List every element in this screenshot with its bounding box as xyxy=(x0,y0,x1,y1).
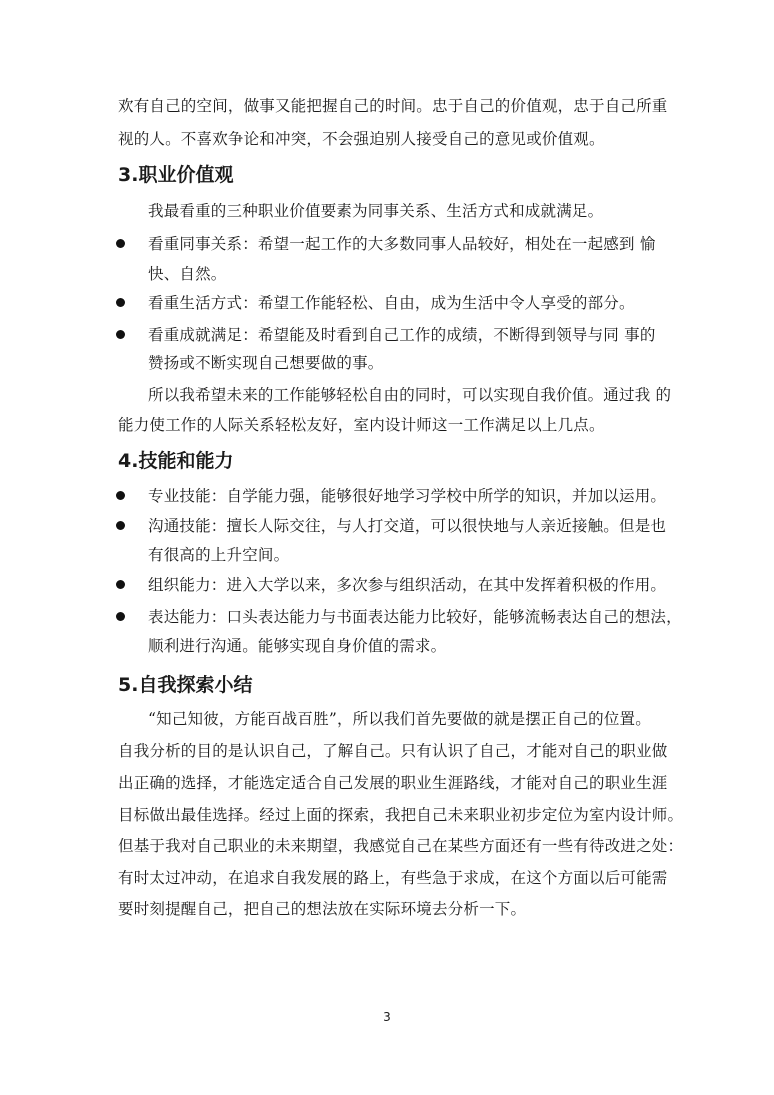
intro-line-1: 欢有自己的空间，做事又能把握自己的时间。忠于自己的价值观，忠于自己所重 xyxy=(118,97,668,115)
bullet-icon xyxy=(116,298,125,307)
section-4-item-2-line-2: 有很高的上升空间。 xyxy=(148,546,290,564)
section-5-heading: 5.自我探索小结 xyxy=(118,674,253,696)
section-5-line-6: 有时太过冲动，在追求自我发展的路上，有些急于求成，在这个方面以后可能需 xyxy=(118,869,668,887)
section-3-lead: 我最看重的三种职业价值要素为同事关系、生活方式和成就满足。 xyxy=(148,202,604,220)
section-3-item-3-line-1: 看重成就满足：希望能及时看到自己工作的成绩，不断得到领导与同 事的 xyxy=(148,326,656,344)
section-3-item-1-line-1: 看重同事关系：希望一起工作的大多数同事人品较好，相处在一起感到 愉 xyxy=(148,235,656,253)
intro-line-2: 视的人。不喜欢争论和冲突，不会强迫别人接受自己的意见或价值观。 xyxy=(118,130,605,148)
section-4-item-4-line-1: 表达能力：口头表达能力与书面表达能力比较好，能够流畅表达自己的想法， xyxy=(148,608,682,626)
section-3-heading: 3.职业价值观 xyxy=(118,164,234,186)
bullet-icon xyxy=(116,330,125,339)
section-5-line-5: 但基于我对自己职业的未来期望，我感觉自己在某些方面还有一些有待改进之处： xyxy=(118,837,684,855)
section-5-line-7: 要时刻提醒自己，把自己的想法放在实际环境去分析一下。 xyxy=(118,900,527,918)
bullet-icon xyxy=(116,491,125,500)
section-3-closing-2: 能力使工作的人际关系轻松友好，室内设计师这一工作满足以上几点。 xyxy=(118,416,605,434)
section-3-closing-1: 所以我希望未来的工作能够轻松自由的同时，可以实现自我价值。通过我 的 xyxy=(148,386,672,404)
bullet-icon xyxy=(116,580,125,589)
bullet-icon xyxy=(116,521,125,530)
page-number: 3 xyxy=(383,1010,391,1024)
section-4-heading: 4.技能和能力 xyxy=(118,450,234,472)
section-3-item-2-line-1: 看重生活方式：希望工作能轻松、自由，成为生活中令人享受的部分。 xyxy=(148,294,635,312)
section-4-item-4-line-2: 顺利进行沟通。能够实现自身价值的需求。 xyxy=(148,637,447,655)
bullet-icon xyxy=(116,612,125,621)
section-5-line-2: 自我分析的目的是认识自己，了解自己。只有认识了自己，才能对自己的职业做 xyxy=(118,742,668,760)
section-5-line-1: “知己知彼，方能百战百胜”，所以我们首先要做的就是摆正自己的位置。 xyxy=(148,710,651,728)
section-4-item-3-line-1: 组织能力：进入大学以来，多次参与组织活动，在其中发挥着积极的作用。 xyxy=(148,576,667,594)
section-5-line-4: 目标做出最佳选择。经过上面的探索，我把自己未来职业初步定位为室内设计师。 xyxy=(118,806,684,824)
section-5-line-3: 出正确的选择，才能选定适合自己发展的职业生涯路线，才能对自己的职业生涯 xyxy=(118,774,668,792)
section-3-item-3-line-2: 赞扬或不断实现自己想要做的事。 xyxy=(148,354,384,372)
section-4-item-2-line-1: 沟通技能：擅长人际交往，与人打交道，可以很快地与人亲近接触。但是也 xyxy=(148,517,667,535)
bullet-icon xyxy=(116,239,125,248)
section-3-item-1-line-2: 快、自然。 xyxy=(148,265,227,283)
section-4-item-1-line-1: 专业技能：自学能力强，能够很好地学习学校中所学的知识，并加以运用。 xyxy=(148,487,667,505)
